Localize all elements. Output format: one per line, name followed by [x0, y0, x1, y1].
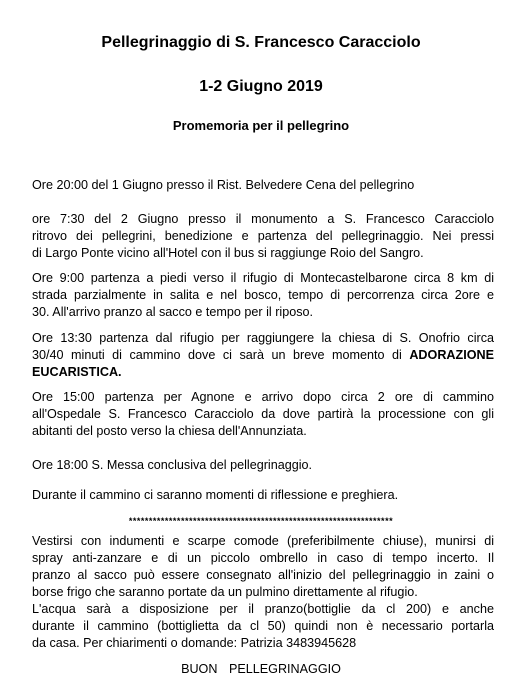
- document-title: Pellegrinaggio di S. Francesco Caracciolo: [101, 34, 421, 51]
- schedule-line: Ore 18:00 S. Messa conclusiva del pellegrinaggio.: [32, 458, 313, 472]
- notes-line: durante il cammino (bottiglietta da cl 50) quindi non è necessario portarla: [32, 619, 494, 633]
- notes-line: da casa. Per chiarimenti o domande: Patrizia 3483945628: [32, 636, 357, 650]
- eucaristica-emphasis: EUCARISTICA.: [32, 365, 122, 379]
- notes-paragraph: [32, 533, 494, 652]
- event-dates: 1-2 Giugno 2019: [199, 78, 323, 95]
- schedule-item-procession: [32, 389, 494, 440]
- schedule-line: Ore 13:30 partenza dal rifugio per raggiungere la chiesa di S. Onofrio circa: [32, 331, 494, 345]
- reflection-note: [32, 487, 494, 504]
- schedule-text: 30/40 minuti di cammino dove ci sarà un breve momento di: [32, 348, 410, 362]
- document-subtitle: Promemoria per il pellegrino: [172, 118, 350, 133]
- schedule-item-dinner: [32, 177, 494, 194]
- notes-line: borse frigo che saranno portate da un pulmino direttamente al rifugio.: [32, 585, 418, 599]
- schedule-line: ore 7:30 del 2 Giugno presso il monumento a S. Francesco Caracciolo: [32, 212, 494, 226]
- schedule-line: abitanti del posto verso la chiesa dell'Annunziata.: [32, 424, 307, 438]
- schedule-line: Ore 9:00 partenza a piedi verso il rifugio di Montecastelbarone circa 8 km di: [32, 271, 494, 285]
- schedule-item-mass: [32, 457, 494, 474]
- footer-greeting: BUON PELLEGRINAGGIO: [181, 662, 341, 676]
- adoration-emphasis: ADORAZIONE: [409, 348, 494, 362]
- schedule-item-gathering: [32, 211, 494, 262]
- schedule-line: all'Ospedale S. Francesco Caracciolo da dove partirà la processione con gli: [32, 407, 494, 421]
- schedule-line: Durante il cammino ci saranno momenti di riflessione e preghiera.: [32, 488, 399, 502]
- schedule-line: Ore 20:00 del 1 Giugno presso il Rist. Belvedere Cena del pellegrino: [32, 178, 415, 192]
- separator: ******************************************************************: [128, 516, 394, 526]
- schedule-line: ritrovo dei pellegrini, benedizione e partenza del pellegrinaggio. Nei pressi: [32, 229, 494, 243]
- schedule-item-walk: [32, 270, 494, 321]
- notes-line: L'acqua sarà a disposizione per il pranzo(bottiglie da cl 200) e anche: [32, 602, 494, 616]
- schedule-line: [32, 347, 494, 364]
- schedule-line: strada parzialmente in salita e nel bosco, tempo di percorrenza circa 2ore e: [32, 288, 494, 302]
- schedule-line: Ore 15:00 partenza per Agnone e arrivo dopo circa 2 ore di cammino: [32, 390, 494, 404]
- notes-line: Vestirsi con indumenti e scarpe comode (preferibilmente chiuse), munirsi di: [32, 534, 494, 548]
- notes-line: spray anti-zanzare e di un piccolo ombrello in caso di tempo incerto. Il: [32, 551, 494, 565]
- schedule-line: 30. All'arrivo pranzo al sacco e tempo per il riposo.: [32, 305, 314, 319]
- schedule-item-adoration: [32, 330, 494, 381]
- notes-line: pranzo al sacco può essere consegnato all'inizio del pellegrinaggio in zaini o: [32, 568, 494, 582]
- schedule-line: di Largo Ponte vicino all'Hotel con il bus si raggiunge Roio del Sangro.: [32, 246, 424, 260]
